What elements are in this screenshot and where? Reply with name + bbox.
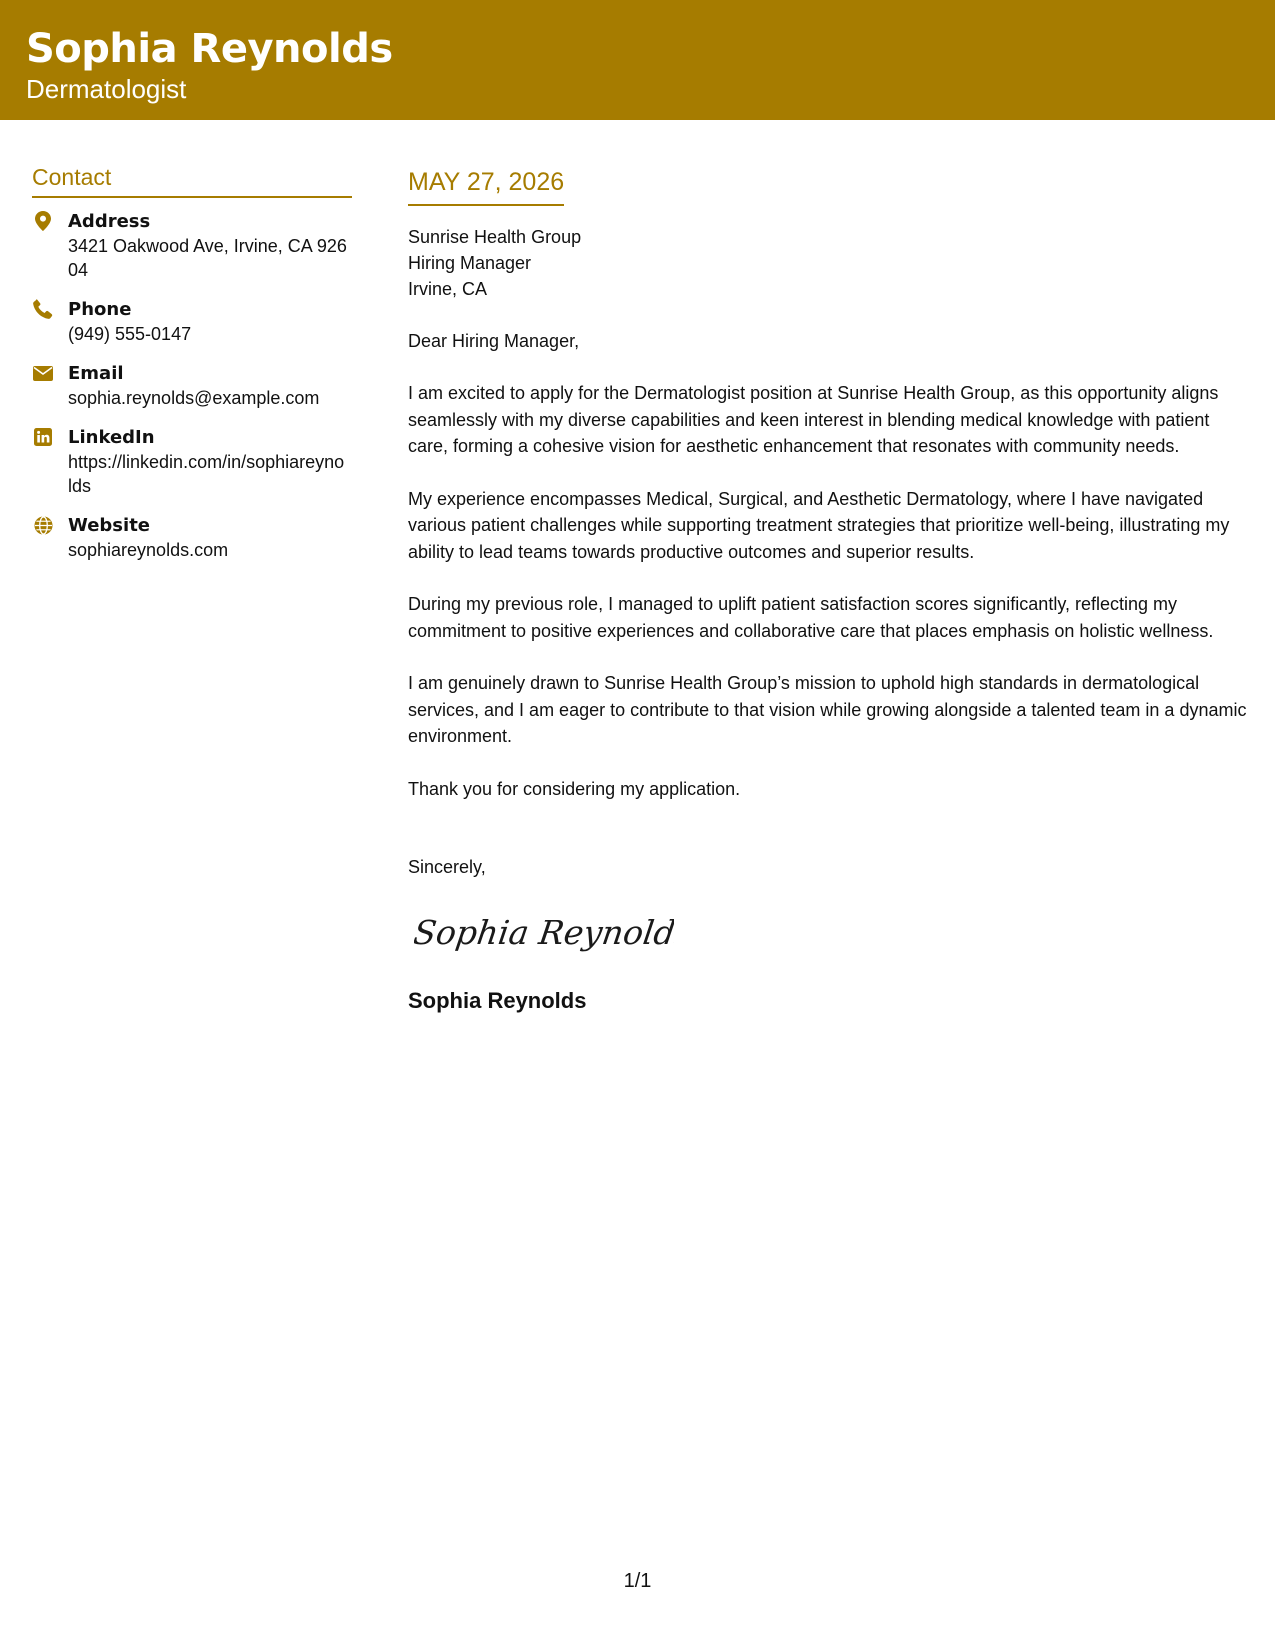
salutation: Dear Hiring Manager, [408,331,580,351]
contact-label-phone: Phone [68,299,132,320]
contact-sidebar [32,162,352,578]
letter-paragraph: Thank you for considering my application. [408,778,741,799]
globe-icon [32,514,54,536]
contact-label-linkedin: LinkedIn [68,427,155,448]
recipient-title: Hiring Manager [408,253,532,273]
contact-item-address [32,210,352,282]
contact-item-phone [32,298,352,346]
contact-item-linkedin [32,426,352,498]
signer-name: Sophia Reynolds [408,988,587,1013]
contact-item-website [32,514,352,562]
signature-text: Sophia Reynolds [414,913,674,952]
contact-value-address: 3421 Oakwood Ave, Irvine, CA 92604 [68,236,347,280]
contact-label-email: Email [68,363,124,384]
envelope-icon [32,362,54,384]
page-header [0,0,1275,120]
contact-value-email: sophia.reynolds@example.com [68,388,320,408]
contact-value-linkedin: https://linkedin.com/in/sophiareynolds [68,452,345,496]
applicant-role: Dermatologist [26,74,187,104]
letter-date: MAY 27, 2026 [408,166,564,206]
linkedin-icon [32,426,54,448]
contact-label-address: Address [68,211,151,232]
page-number: 1/1 [623,1570,652,1592]
applicant-name: Sophia Reynolds [26,26,393,72]
recipient-company: Sunrise Health Group [408,227,582,247]
recipient-location: Irvine, CA [408,279,488,299]
letter-paragraph: During my previous role, I managed to uplift patient satisfaction scores significantly, reflecting my commitment to positive experiences and collaborative care that places emphasis on holistic wellness. [408,594,1214,641]
contact-value-website: sophiareynolds.com [68,540,229,560]
letter-paragraph: My experience encompasses Medical, Surgical, and Aesthetic Dermatology, where I have navigated various patient challenges while supporting treatment strategies that prioritize well-being, illustrating my ability to lead teams towards productive outcomes and superior results. [408,488,1230,562]
letter-paragraph: I am genuinely drawn to Sunrise Health Group’s mission to uphold high standards in dermatological services, and I am eager to contribute to that vision while growing alongside a talented team in a dynamic environment. [408,673,1247,746]
closing: Sincerely, [408,857,486,877]
contact-heading: Contact [32,162,352,198]
letter-paragraph: I am excited to apply for the Dermatologist position at Sunrise Health Group, as this opportunity aligns seamlessly with my diverse capabilities and keen interest in blending medical knowledge with patient care, forming a cohesive vision for aesthetic enhancement that resonates with community needs. [408,383,1219,456]
map-pin-icon [32,210,54,232]
contact-item-email [32,362,352,410]
recipient-block [408,224,1248,302]
contact-list [32,210,352,562]
letter-body [408,166,1248,1015]
contact-label-website: Website [68,515,151,536]
phone-icon [32,298,54,320]
contact-value-phone: (949) 555-0147 [68,324,192,344]
signature-image [414,902,674,962]
